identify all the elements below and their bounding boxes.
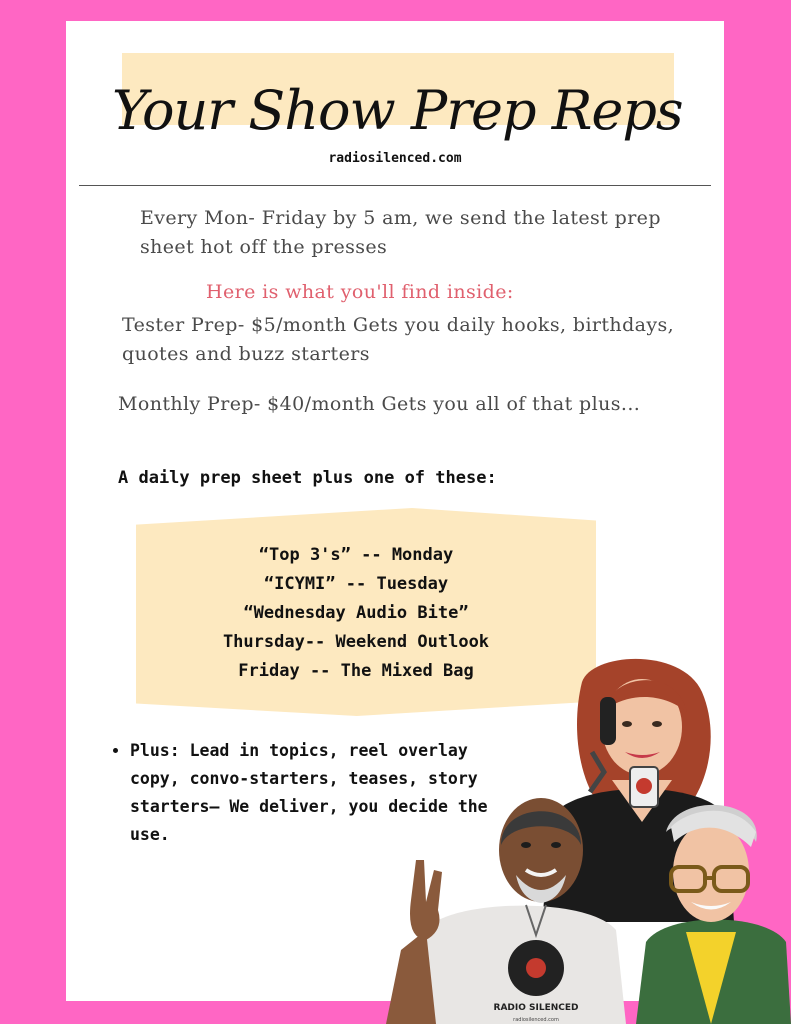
- schedule-item-thursday: Thursday-- Weekend Outlook: [222, 632, 490, 652]
- delivery-schedule-text: Every Mon- Friday by 5 am, we send the latest prep sheet hot off the presses: [140, 207, 661, 258]
- host-photo-young-man: [636, 792, 791, 1024]
- host-photo-man: [386, 790, 626, 1024]
- page-title: Your Show Prep Reps: [112, 79, 683, 142]
- schedule-item-tuesday: “ICYMI” -- Tuesday: [263, 574, 449, 594]
- tester-prep-text: Tester Prep- $5/month Gets you daily hooks, birthdays, quotes and buzz starters: [122, 314, 675, 365]
- daily-heading: A daily prep sheet plus one of these:: [118, 468, 497, 488]
- schedule-item-wednesday: “Wednesday Audio Bite”: [243, 603, 469, 623]
- shirt-url: radiosilenced.com: [513, 1017, 559, 1023]
- schedule-item-friday: Friday -- The Mixed Bag: [238, 661, 474, 681]
- young-man-illustration: [636, 792, 791, 1024]
- plus-item: • Plus: Lead in topics, reel overlay copy, convo-starters, teases, story starters— We deliver, you decide the use.: [130, 737, 490, 849]
- monthly-prep-text: Monthly Prep- $40/month Gets you all of that plus...: [118, 393, 641, 415]
- man-illustration: [386, 790, 626, 1024]
- website-link[interactable]: radiosilenced.com: [328, 151, 462, 166]
- divider: [79, 185, 711, 186]
- inside-heading: Here is what you'll find inside:: [206, 281, 514, 303]
- shirt-brand: RADIO SILENCED: [493, 1003, 579, 1013]
- weekly-schedule: [136, 541, 576, 686]
- schedule-item-monday: “Top 3's” -- Monday: [258, 545, 454, 565]
